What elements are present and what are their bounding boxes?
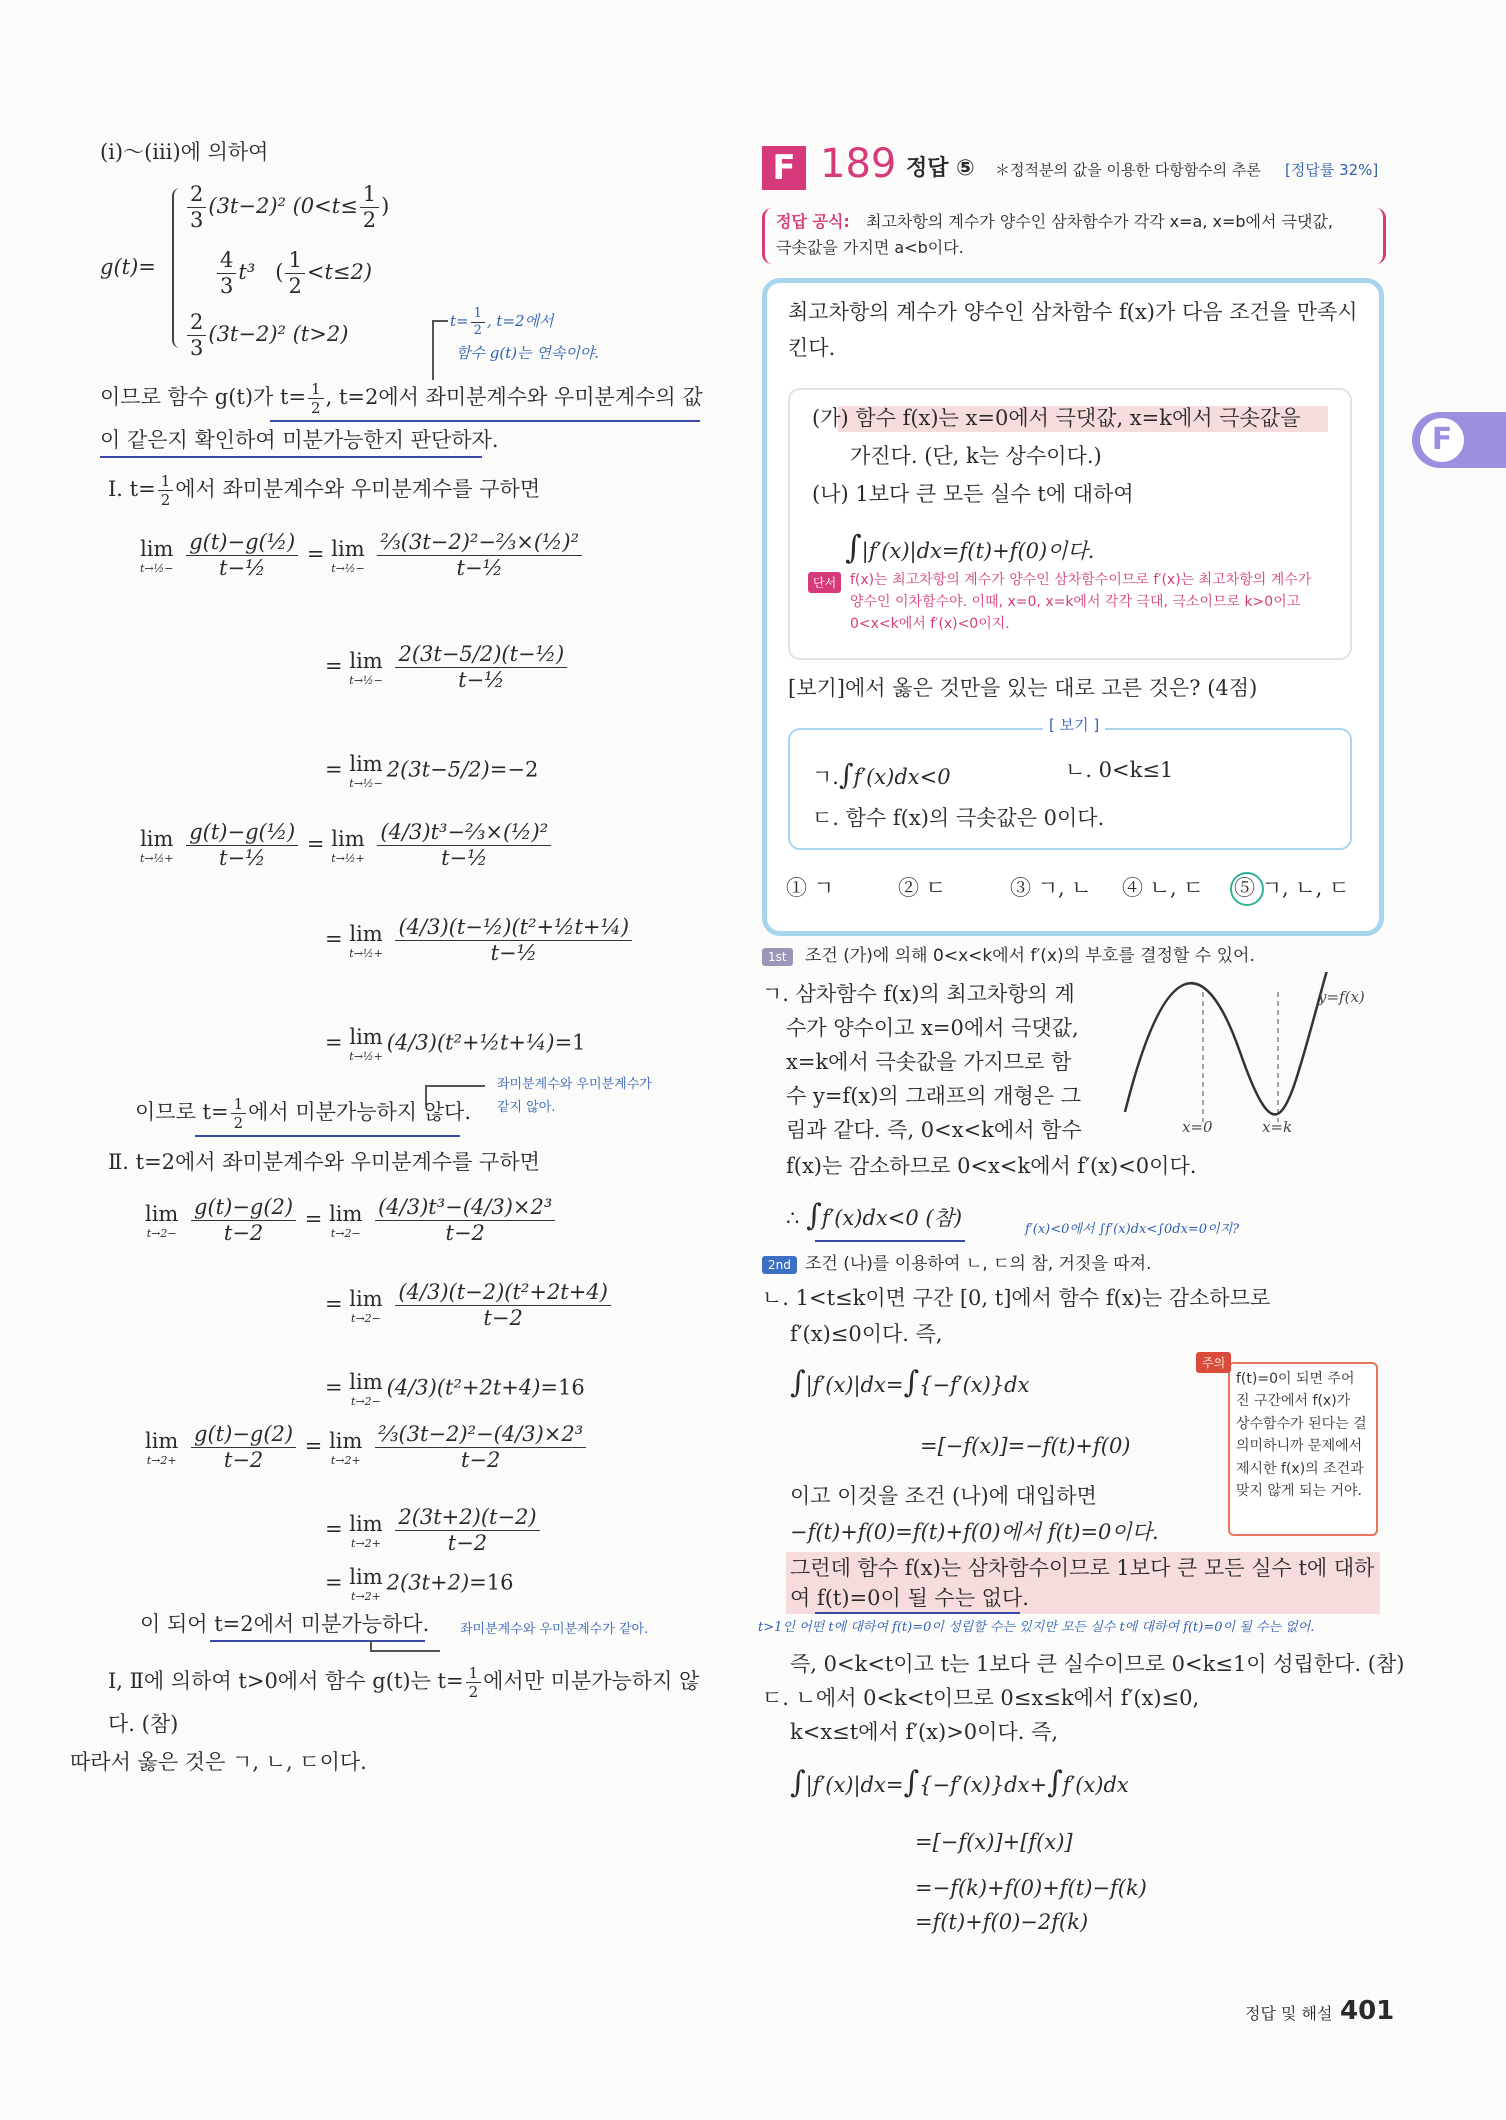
- sol-g-6: f(x)는 감소하므로 0<x<k에서 f′(x)<0이다.: [786, 1154, 1197, 1178]
- limit-2-step2: = lim t→2− $\frac{\text{(4/3)(t−2)(t²+2t+4)}}{t-2}$: [325, 1280, 613, 1331]
- limit-2-step3: = lim t→2− (4/3)(t²+2t+4)=16: [325, 1370, 585, 1409]
- limit-2r-step2: = lim t→2+ $\frac{2(3t+2)(t-2)}{t-2}$: [325, 1505, 542, 1556]
- problem-stem-2: 킨다.: [788, 336, 836, 360]
- limit-1r-step3: = lim t→½+ (4/3)(t²+½t+¼)=1: [325, 1025, 586, 1064]
- problem-letter: F: [762, 146, 806, 190]
- sol-g-5: 림과 같다. 즉, 0<x<k에서 함수: [786, 1118, 1082, 1142]
- limit-2r-step3: = lim t→2+ 2(3t+2)=16: [325, 1565, 514, 1604]
- graph-x0: x=0: [1182, 1118, 1213, 1136]
- note-connector-arm: [432, 320, 448, 322]
- underline-b: [100, 456, 482, 458]
- note-continuity: t= $\frac{1}{2}$ , t=2에서: [450, 306, 554, 338]
- answer-label: 정답 ⑤: [906, 156, 975, 181]
- limit-1r-step2: = lim t→½+ $\frac{\text{(4/3)(t−½)(t²+½t+¼)}}{\text{t−½}}$: [325, 915, 634, 966]
- intro-text: (ⅰ)～(ⅲ)에 의하여: [100, 140, 269, 164]
- note-connector: [432, 320, 434, 380]
- bogi-d: ㄷ. 함수 f(x)의 극솟값은 0이다.: [812, 806, 1105, 830]
- sol-g-2: 수가 양수이고 x=0에서 극댓값,: [786, 1016, 1079, 1040]
- page-number: 401: [1340, 1996, 1395, 2026]
- sol-d-4: =[−f(x)]+[f(x)]: [915, 1830, 1073, 1854]
- sol-d-5: =−f(k)+f(0)+f(t)−f(k): [915, 1876, 1147, 1900]
- sol-n-3: ∫|f′(x)|dx=∫{−f′(x)}dx: [790, 1365, 1030, 1400]
- note-same: 좌미분계수와 우미분계수가 같아.: [460, 1622, 649, 1637]
- choice-3[interactable]: ③ ㄱ, ㄴ: [1010, 876, 1092, 900]
- note-lr-2: 같지 않아.: [497, 1100, 556, 1115]
- condition-na-2: ∫|f′(x)|dx=f(t)+f(0)이다.: [845, 528, 1095, 566]
- sol-n-4: =[−f(x)]=−f(t)+f(0): [920, 1434, 1131, 1458]
- sol-d-1: ㄷ. ㄴ에서 0<k<t이므로 0≤x≤k에서 f′(x)≤0,: [762, 1686, 1200, 1710]
- conclusion-2: 이 되어 t=2에서 미분가능하다.: [140, 1612, 430, 1636]
- note-lr-1: 좌미분계수와 우미분계수가: [497, 1077, 652, 1092]
- piece-1: $\frac{2}{3}$ (3t−2)² (0<t≤ $\frac{1}{2}$ ): [185, 182, 389, 233]
- note-lr-arm: [425, 1085, 485, 1087]
- underline-concl1: [195, 1135, 460, 1137]
- choice-4[interactable]: ④ ㄴ, ㄷ: [1122, 876, 1204, 900]
- final-1: Ⅰ, Ⅱ에 의하여 t>0에서 함수 g(t)는 t= $\frac{1}{2}$ 에서만 미분가능하지 않: [108, 1664, 700, 1701]
- graph-label: y=f(x): [1318, 988, 1365, 1006]
- step2-badge: 2nd: [762, 1256, 797, 1274]
- limit-2-right: lim t→2+ $\frac{g(t)-g(2)}{t-2}$ = lim t→2+ $\frac{\text{⅔(3t−2)²−(4/3)×2³}}{t-2}$: [145, 1422, 588, 1473]
- sol-n-9: t>1인 어떤 t에 대하여 f(t)=0이 성립할 수는 있지만 모든 실수 t에 대하여 f(t)=0이 될 수는 없어.: [758, 1620, 1315, 1635]
- limit-1-left: lim t→½− $\frac{\text{g(t)−g(½)}}{\text{t−½}}$ = lim t→½− $\frac{\text{⅔(3t−2)²−⅔×(½)²}}{\text{t−½}}$: [140, 530, 584, 581]
- hint-1: f(x)는 최고차항의 계수가 양수인 삼차함수이므로 f′(x)는 최고차항의 계수가: [850, 572, 1312, 588]
- step1-badge: 1st: [762, 948, 793, 966]
- graph-xk: x=k: [1262, 1118, 1293, 1136]
- sol-n-10: 즉, 0<k<t이고 t는 1보다 큰 실수이므로 0<k≤1이 성립한다. (참): [790, 1652, 1405, 1676]
- bogi-title: [ 보기 ]: [1043, 716, 1105, 734]
- problem-stem-1: 최고차항의 계수가 양수인 삼차함수 f(x)가 다음 조건을 만족시: [788, 300, 1358, 324]
- note-continuity-2: 함수 g(t)는 연속이야.: [456, 344, 600, 362]
- sol-d-6: =f(t)+f(0)−2f(k): [915, 1910, 1089, 1934]
- choice-2[interactable]: ② ㄷ: [898, 876, 946, 900]
- limit-2-left: lim t→2− $\frac{g(t)-g(2)}{t-2}$ = lim t→2− $\frac{\text{(4/3)t³−(4/3)×2³}}{t-2}$: [145, 1195, 557, 1246]
- note-g7: f′(x)<0에서 ∫f′(x)dx<∫0dx=0이지?: [1025, 1222, 1240, 1237]
- hint-3: 0<x<k에서 f′(x)<0이지.: [850, 616, 1010, 632]
- problem-number: 189: [820, 141, 897, 187]
- line-a: 이므로 함수 g(t)가 t= $\frac{1}{2}$ , t=2에서 좌미분계수와 우미분계수의 값: [100, 380, 703, 417]
- correct-rate: [정답률 32%]: [1285, 161, 1379, 179]
- limit-1-right: lim t→½+ $\frac{\text{g(t)−g(½)}}{\text{t−½}}$ = lim t→½+ $\frac{\text{(4/3)t³−⅔×(½)²}}{\text{t−½}}$: [140, 820, 553, 871]
- sol-n-2: f′(x)≤0이다. 즉,: [790, 1322, 943, 1346]
- question: [보기]에서 옳은 것만을 있는 대로 고른 것은? (4점): [788, 676, 1258, 700]
- step1: 조건 (가)에 의해 0<x<k에서 f′(x)의 부호를 결정할 수 있어.: [805, 946, 1255, 966]
- limit-1-step2: = lim t→½− $\frac{\text{2(3t−5/2)(t−½)}}{\text{t−½}}$: [325, 642, 569, 693]
- sol-g-3: x=k에서 극솟값을 가지므로 함: [786, 1050, 1072, 1074]
- footer-label: 정답 및 해설: [1245, 2004, 1333, 2023]
- limit-1-step3: = lim t→½− 2(3t−5/2)=−2: [325, 752, 539, 791]
- step2: 조건 (나)를 이용하여 ㄴ, ㄷ의 참, 거짓을 따져.: [805, 1254, 1152, 1274]
- piece-2: $\frac{4}{3}$ t³ ( $\frac{1}{2}$ <t≤2): [215, 248, 372, 299]
- formula-text-2: 극솟값을 가지면 a<b이다.: [776, 238, 964, 257]
- final-2: 다. (참): [108, 1712, 179, 1736]
- sol-n-1: ㄴ. 1<t≤k이면 구간 [0, t]에서 함수 f(x)는 감소하므로: [762, 1286, 1271, 1310]
- topic: ＊정적분의 값을 이용한 다항함수의 추론: [995, 161, 1261, 179]
- choice-1[interactable]: ① ㄱ: [786, 876, 834, 900]
- sol-g-4: 수 y=f(x)의 그래프의 개형은 그: [786, 1084, 1082, 1108]
- note-same-arm: [370, 1650, 440, 1652]
- hint-2: 양수인 이차함수야. 이때, x=0, x=k에서 각각 극대, 극소이므로 k>0이고: [850, 594, 1301, 610]
- side-tab-letter: F: [1420, 418, 1464, 462]
- line-b: 이 같은지 확인하여 미분가능한지 판단하자.: [100, 428, 499, 452]
- condition-na-1: (나) 1보다 큰 모든 실수 t에 대하여: [812, 482, 1134, 506]
- sol-d-3: ∫|f′(x)|dx=∫{−f′(x)}dx+∫f′(x)dx: [790, 1765, 1129, 1800]
- underline-n8: [815, 1612, 1020, 1614]
- g-label: g(t)=: [100, 255, 156, 279]
- formula-label: 정답 공식:: [776, 212, 850, 231]
- piece-3: $\frac{2}{3}$ (3t−2)² (t>2): [185, 310, 348, 361]
- condition-ga-2: 가진다. (단, k는 상수이다.): [850, 444, 1102, 468]
- choice-5[interactable]: ⑤ ㄱ, ㄴ, ㄷ: [1234, 876, 1350, 900]
- sol-n-5: 이고 이것을 조건 (나)에 대입하면: [790, 1484, 1097, 1508]
- underline-a: [270, 420, 700, 422]
- cubic-curve: [1125, 972, 1335, 1114]
- bogi-g: ㄱ.∫f′(x)dx<0: [812, 758, 951, 791]
- sol-d-2: k<x≤t에서 f′(x)>0이다. 즉,: [790, 1720, 1059, 1744]
- sol-g-7: ∴ ∫f′(x)dx<0 (참): [786, 1198, 963, 1233]
- warning-text: f(t)=0이 되면 주어진 구간에서 f(x)가 상수함수가 된다는 걸 의미하니까 문제에서 제시한 f(x)의 조건과 맞지 않게 되는 거야.: [1236, 1371, 1367, 1499]
- bogi-n: ㄴ. 0<k≤1: [1065, 758, 1174, 782]
- underline-g7: [815, 1240, 965, 1242]
- sol-n-7: 그런데 함수 f(x)는 삼차함수이므로 1보다 큰 모든 실수 t에 대하: [790, 1556, 1375, 1580]
- sol-g-1: ㄱ. 삼차함수 f(x)의 최고차항의 계: [762, 982, 1075, 1006]
- section-1-title: Ⅰ. t= $\frac{1}{2}$ 에서 좌미분계수와 우미분계수를 구하면: [108, 472, 541, 509]
- section-2-title: Ⅱ. t=2에서 좌미분계수와 우미분계수를 구하면: [108, 1150, 540, 1174]
- piecewise-brace: [172, 188, 184, 348]
- hint-badge: 단서: [808, 572, 841, 593]
- sol-n-8: 여 f(t)=0이 될 수는 없다.: [790, 1586, 1029, 1610]
- sol-n-6: −f(t)+f(0)=f(t)+f(0)에서 f(t)=0이다.: [790, 1520, 1159, 1544]
- underline-concl2: [210, 1640, 425, 1642]
- formula-text-1: 최고차항의 계수가 양수인 삼차함수가 각각 x=a, x=b에서 극댓값,: [866, 212, 1333, 231]
- condition-ga-1: (가) 함수 f(x)는 x=0에서 극댓값, x=k에서 극솟값을: [812, 406, 1301, 430]
- conclusion-1: 이므로 t= $\frac{1}{2}$ 에서 미분가능하지 않다.: [135, 1095, 472, 1132]
- final-3: 따라서 옳은 것은 ㄱ, ㄴ, ㄷ이다.: [70, 1750, 367, 1774]
- warning-badge: 주의: [1196, 1352, 1231, 1373]
